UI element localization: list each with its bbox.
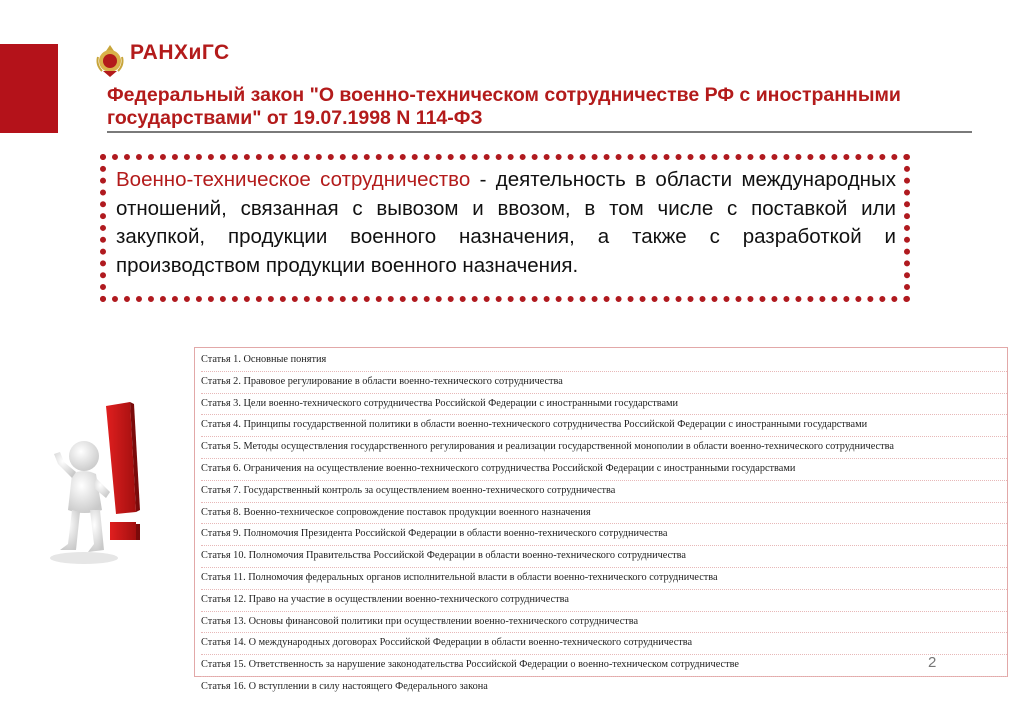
article-item: Статья 4. Принципы государственной политики в области военно-технического сотрудничества Российской Федерации с иностранными государствами [201, 415, 1007, 437]
article-item: Статья 2. Правовое регулирование в области военно-технического сотрудничества [201, 372, 1007, 394]
article-item: Статья 5. Методы осуществления государственного регулирования и реализации государственной монополии в области военно-технического сотрудничества [201, 437, 1007, 459]
figure-exclamation-icon [50, 398, 150, 578]
article-item: Статья 8. Военно-техническое сопровождение поставок продукции военного назначения [201, 503, 1007, 525]
logo-name: РАНХиГС [130, 41, 230, 64]
page-number: 2 [928, 654, 937, 671]
emblem-icon [94, 43, 126, 79]
title-divider [107, 131, 972, 133]
articles-list [194, 347, 1008, 692]
definition-body: - деятельность в области международных отношений, связанная с вывозом и ввозом, в том числе с поставкой или закупкой, продукции военного назначения, а также с разработкой и производством продукции военного назначения. [116, 168, 896, 277]
slide-title: Федеральный закон "О военно-техническом сотрудничестве РФ с иностранными государствами" от 19.07.1998 N 114-ФЗ [107, 84, 901, 129]
article-item: Статья 3. Цели военно-технического сотрудничества Российской Федерации с иностранными государствами [201, 394, 1007, 416]
article-item: Статья 12. Право на участие в осуществлении военно-технического сотрудничества [201, 590, 1007, 612]
definition-box [100, 154, 910, 302]
definition-text [116, 166, 896, 280]
article-item: Статья 16. О вступлении в силу настоящего Федерального закона [201, 680, 488, 692]
article-item: Статья 11. Полномочия федеральных органов исполнительной власти в области военно-технического сотрудничества [201, 568, 1007, 590]
definition-term: Военно-техническое сотрудничество [116, 168, 471, 191]
article-item: Статья 14. О международных договорах Российской Федерации в области военно-технического сотрудничества [201, 633, 1007, 655]
article-item: Статья 10. Полномочия Правительства Российской Федерации в области военно-технического сотрудничества [201, 546, 1007, 568]
red-accent-bar [0, 44, 58, 133]
article-item: Статья 7. Государственный контроль за осуществлением военно-технического сотрудничества [201, 481, 1007, 503]
article-item: Статья 6. Ограничения на осуществление военно-технического сотрудничества Российской Федерации с иностранными государствами [201, 459, 1007, 481]
logo-subtitle [130, 64, 230, 79]
article-item: Статья 15. Ответственность за нарушение законодательства Российской Федерации о военно-техническом сотрудничестве [201, 655, 1007, 677]
article-item: Статья 13. Основы финансовой политики при осуществлении военно-технического сотрудничества [201, 612, 1007, 634]
ranepa-logo [94, 42, 230, 79]
article-item: Статья 9. Полномочия Президента Российской Федерации в области военно-технического сотрудничества [201, 524, 1007, 546]
article-item: Статья 1. Основные понятия [201, 350, 1007, 372]
